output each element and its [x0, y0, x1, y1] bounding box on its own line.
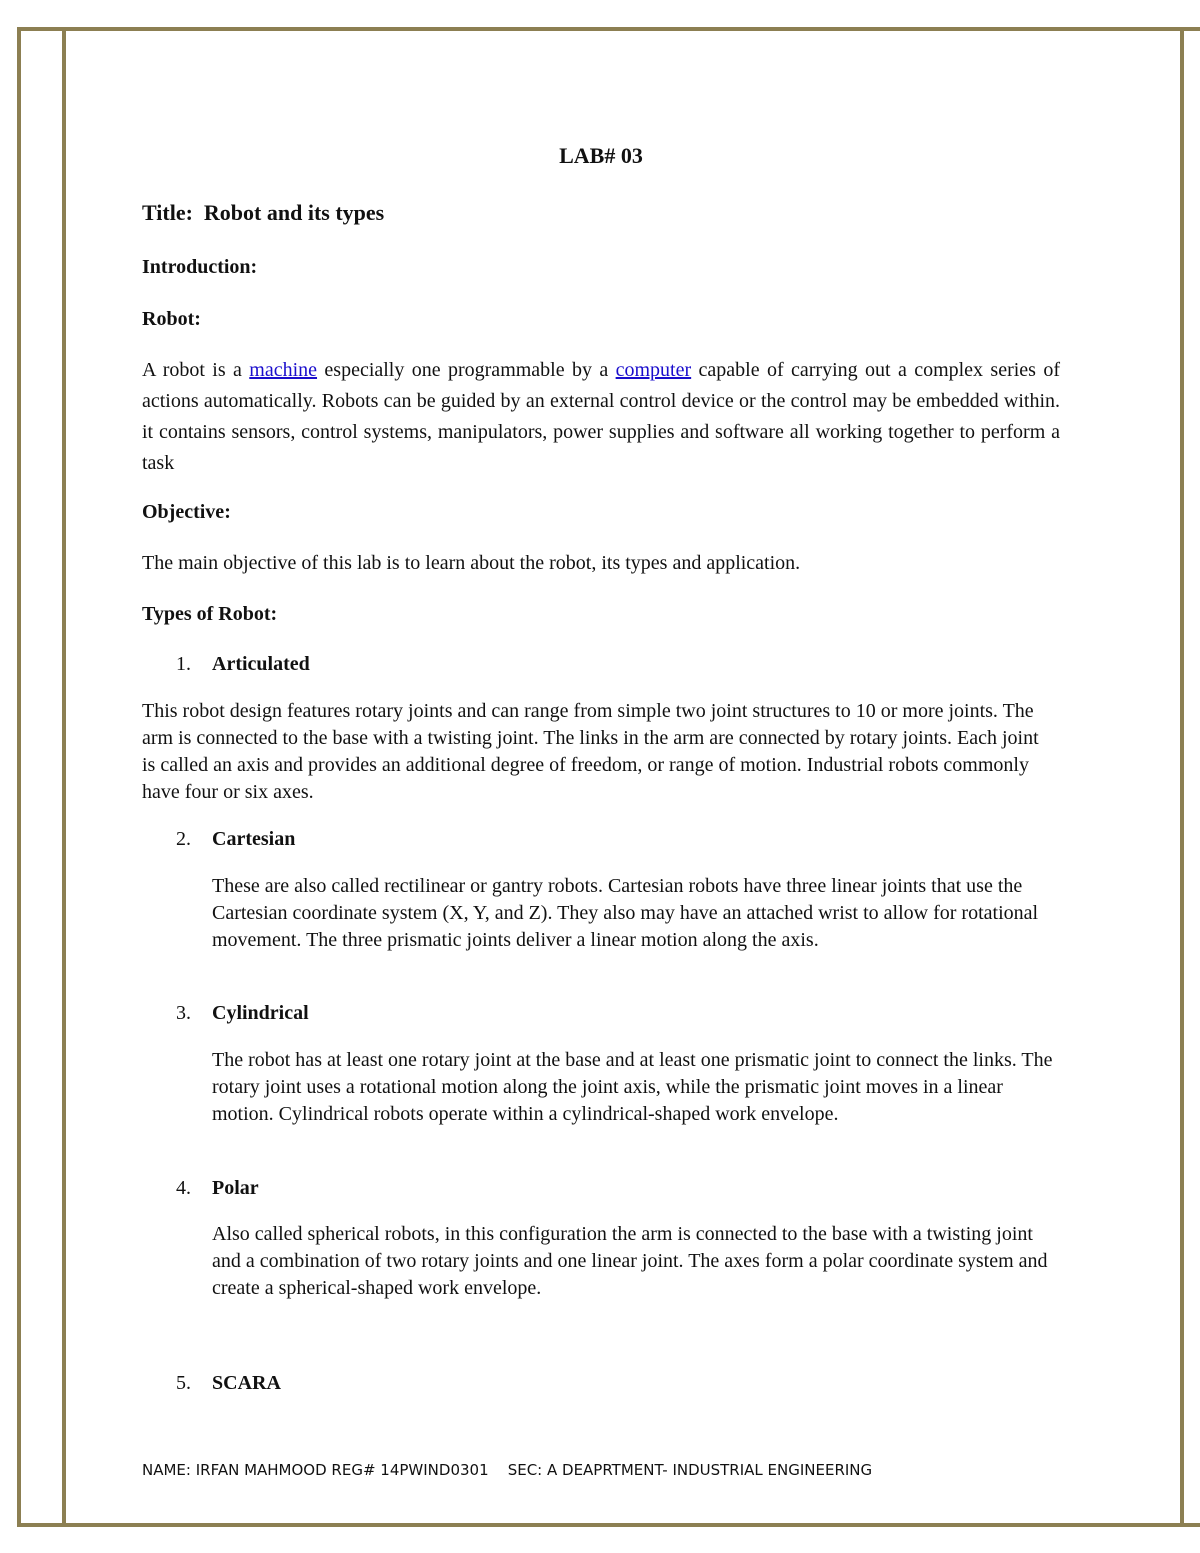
objective-heading: Objective: — [142, 501, 231, 523]
title-text: Robot and its types — [203, 200, 385, 225]
robot-heading: Robot: — [142, 308, 201, 330]
page-footer: NAME: IRFAN MAHMOOD REG# 14PWIND0301 SEC: A DEAPRTMENT- INDUSTRIAL ENGINEERING — [142, 1461, 873, 1479]
articulated-paragraph: This robot design features rotary joints and can range from simple two joint structures to 10 or more joints. The arm is connected to the base with a twisting joint. The links in the arm are connected by rotary joints. Each joint is called an axis and provides an additional degree of freedom, or range of motion. Industrial robots commonly have four or six axes. — [142, 700, 1039, 803]
page-border-left-inner — [62, 27, 66, 1527]
list-number: 3. — [176, 1002, 191, 1024]
cylindrical-paragraph: The robot has at least one rotary joint at the base and at least one prismatic joint to connect the links. The rotary joint uses a rotational motion along the joint axis, while the prismatic joint moves in a linear motion. Cylindrical robots operate within a cylindrical-shaped work envelope. — [212, 1049, 1053, 1125]
page-border-left-outer — [17, 27, 21, 1527]
page-border-top — [17, 27, 1200, 31]
lab-number: LAB# 03 — [559, 143, 643, 168]
objective-paragraph: The main objective of this lab is to learn about the robot, its types and application. — [142, 552, 801, 574]
list-item — [176, 828, 295, 851]
robot-para-part2: especially one programmable by a — [317, 359, 616, 381]
list-number: 5. — [176, 1372, 191, 1394]
types-heading: Types of Robot: — [142, 603, 278, 625]
page-border-right — [1180, 27, 1184, 1527]
list-item — [176, 653, 310, 676]
machine-link[interactable]: machine — [249, 359, 318, 381]
computer-link[interactable]: computer — [615, 359, 692, 381]
robot-para-part1: A robot is a — [142, 359, 250, 381]
page-border-bottom — [17, 1523, 1200, 1527]
list-label: Polar — [212, 1177, 259, 1199]
list-label: Cartesian — [212, 828, 296, 850]
introduction-heading: Introduction: — [142, 256, 258, 278]
list-label: Articulated — [212, 653, 310, 675]
robot-para-part3: capable of carrying out a complex series of actions automatically. Robots can be guided by an external control device or the control may be embedded within. it contains sensors, control systems, manipulators, power supplies and software all working together to perform a task — [142, 359, 1061, 474]
polar-paragraph: Also called spherical robots, in this configuration the arm is connected to the base with a twisting joint and a combination of two rotary joints and one linear joint. The axes form a polar coordinate system and create a spherical-shaped work envelope. — [212, 1223, 1048, 1299]
robot-paragraph — [142, 355, 1060, 479]
list-label: SCARA — [212, 1372, 281, 1394]
list-number: 1. — [176, 653, 191, 675]
list-number: 4. — [176, 1177, 191, 1199]
list-item — [176, 1177, 259, 1200]
document-title — [142, 200, 384, 226]
list-number: 2. — [176, 828, 191, 850]
list-item — [176, 1372, 281, 1395]
list-item — [176, 1002, 309, 1025]
list-label: Cylindrical — [212, 1002, 309, 1024]
title-label: Title: — [142, 200, 193, 225]
cartesian-paragraph: These are also called rectilinear or gantry robots. Cartesian robots have three linear joints that use the Cartesian coordinate system (X, Y, and Z). They also may have an attached wrist to allow for rotational movement. The three prismatic joints deliver a linear motion along the axis. — [212, 875, 1039, 951]
